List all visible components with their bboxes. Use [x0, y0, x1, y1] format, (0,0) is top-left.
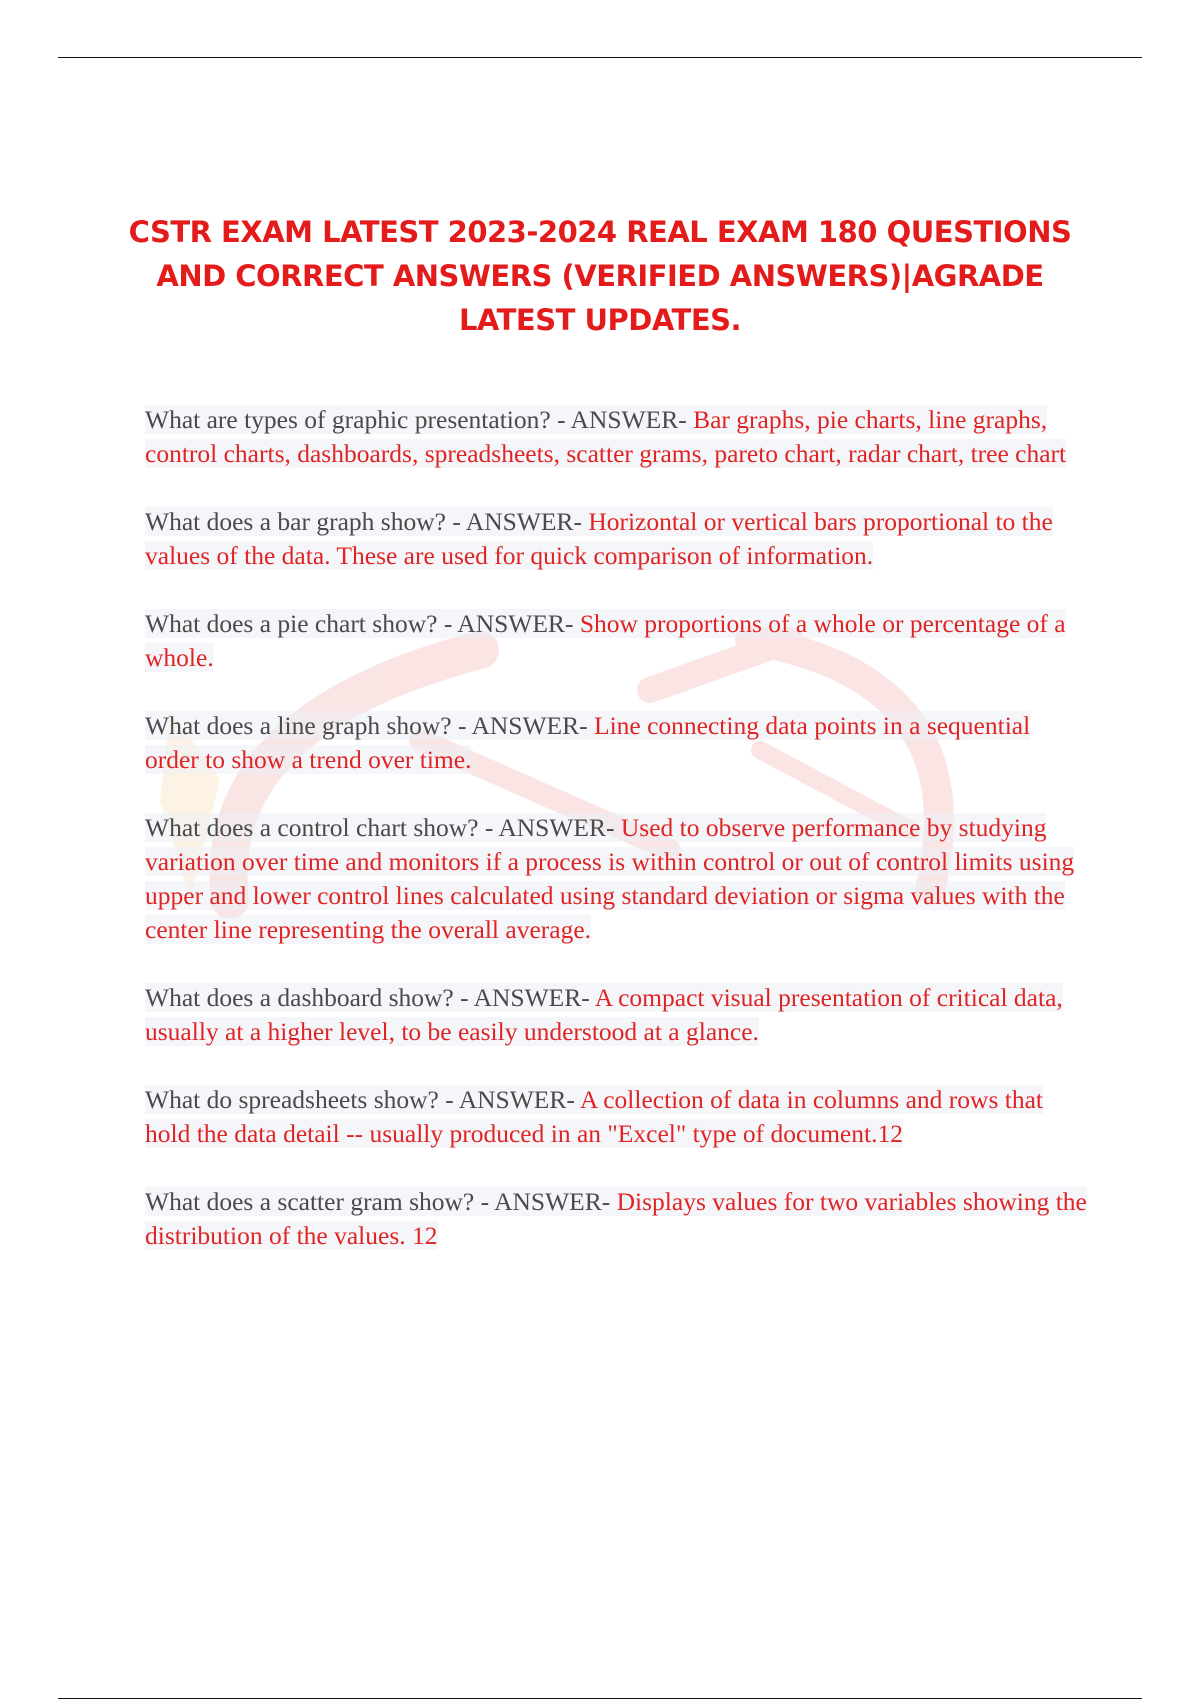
question-text: What does a line graph show? — [145, 711, 452, 740]
answer-text: Bar graphs, pie charts, line graphs, control charts, dashboards, spreadsheets, scatter grams, pareto chart, radar chart, tree chart — [145, 405, 1067, 468]
question-text: What does a dashboard show? — [145, 983, 454, 1012]
question-text: What does a bar graph show? — [145, 507, 446, 536]
answer-text: Horizontal or vertical bars proportional to the values of the data. These are used for quick comparison of information. — [145, 507, 1053, 570]
answer-text: A compact visual presentation of critical data, usually at a higher level, to be easily understood at a glance. — [145, 983, 1063, 1046]
qa-item — [145, 403, 1090, 471]
question-text: What does a scatter gram show? — [145, 1187, 475, 1216]
qa-list — [145, 403, 1090, 1253]
question-text: What does a control chart show? — [145, 813, 479, 842]
answer-marker: - ANSWER- — [478, 813, 621, 842]
qa-item — [145, 607, 1090, 675]
answer-text: Line connecting data points in a sequential order to show a trend over time. — [145, 711, 1031, 774]
answer-marker: - ANSWER- — [550, 405, 694, 434]
answer-text: Displays values for two variables showing the distribution of the values. 12 — [145, 1187, 1087, 1250]
top-rule — [58, 57, 1142, 58]
qa-item — [145, 505, 1090, 573]
question-text: What are types of graphic presentation? — [145, 405, 551, 434]
qa-item — [145, 981, 1090, 1049]
qa-item — [145, 811, 1090, 947]
answer-marker: - ANSWER- — [437, 609, 580, 638]
answer-marker: - ANSWER- — [474, 1187, 617, 1216]
answer-marker: - ANSWER- — [453, 983, 595, 1012]
answer-marker: - ANSWER- — [451, 711, 594, 740]
bottom-rule — [58, 1698, 1142, 1699]
qa-item — [145, 709, 1090, 777]
question-text: What does a pie chart show? — [145, 609, 438, 638]
qa-item — [145, 1083, 1090, 1151]
answer-marker: - ANSWER- — [445, 507, 589, 536]
qa-item — [145, 1185, 1090, 1253]
answer-text: Show proportions of a whole or percentage of a whole. — [145, 609, 1066, 672]
answer-text: Used to observe performance by studying variation over time and monitors if a process is within control or out of control limits using upper and lower control lines calculated using standard deviation or sigma values with the center line representing the overall average. — [145, 813, 1075, 944]
question-text: What do spreadsheets show? — [145, 1085, 439, 1114]
answer-text: A collection of data in columns and rows that hold the data detail -- usually produced in an "Excel" type of document.12 — [145, 1085, 1043, 1148]
document-title: CSTR EXAM LATEST 2023-2024 REAL EXAM 180 QUESTIONS AND CORRECT ANSWERS (VERIFIED ANSWERS)|AGRADE LATEST UPDATES. — [128, 215, 1072, 337]
answer-marker: - ANSWER- — [438, 1085, 580, 1114]
